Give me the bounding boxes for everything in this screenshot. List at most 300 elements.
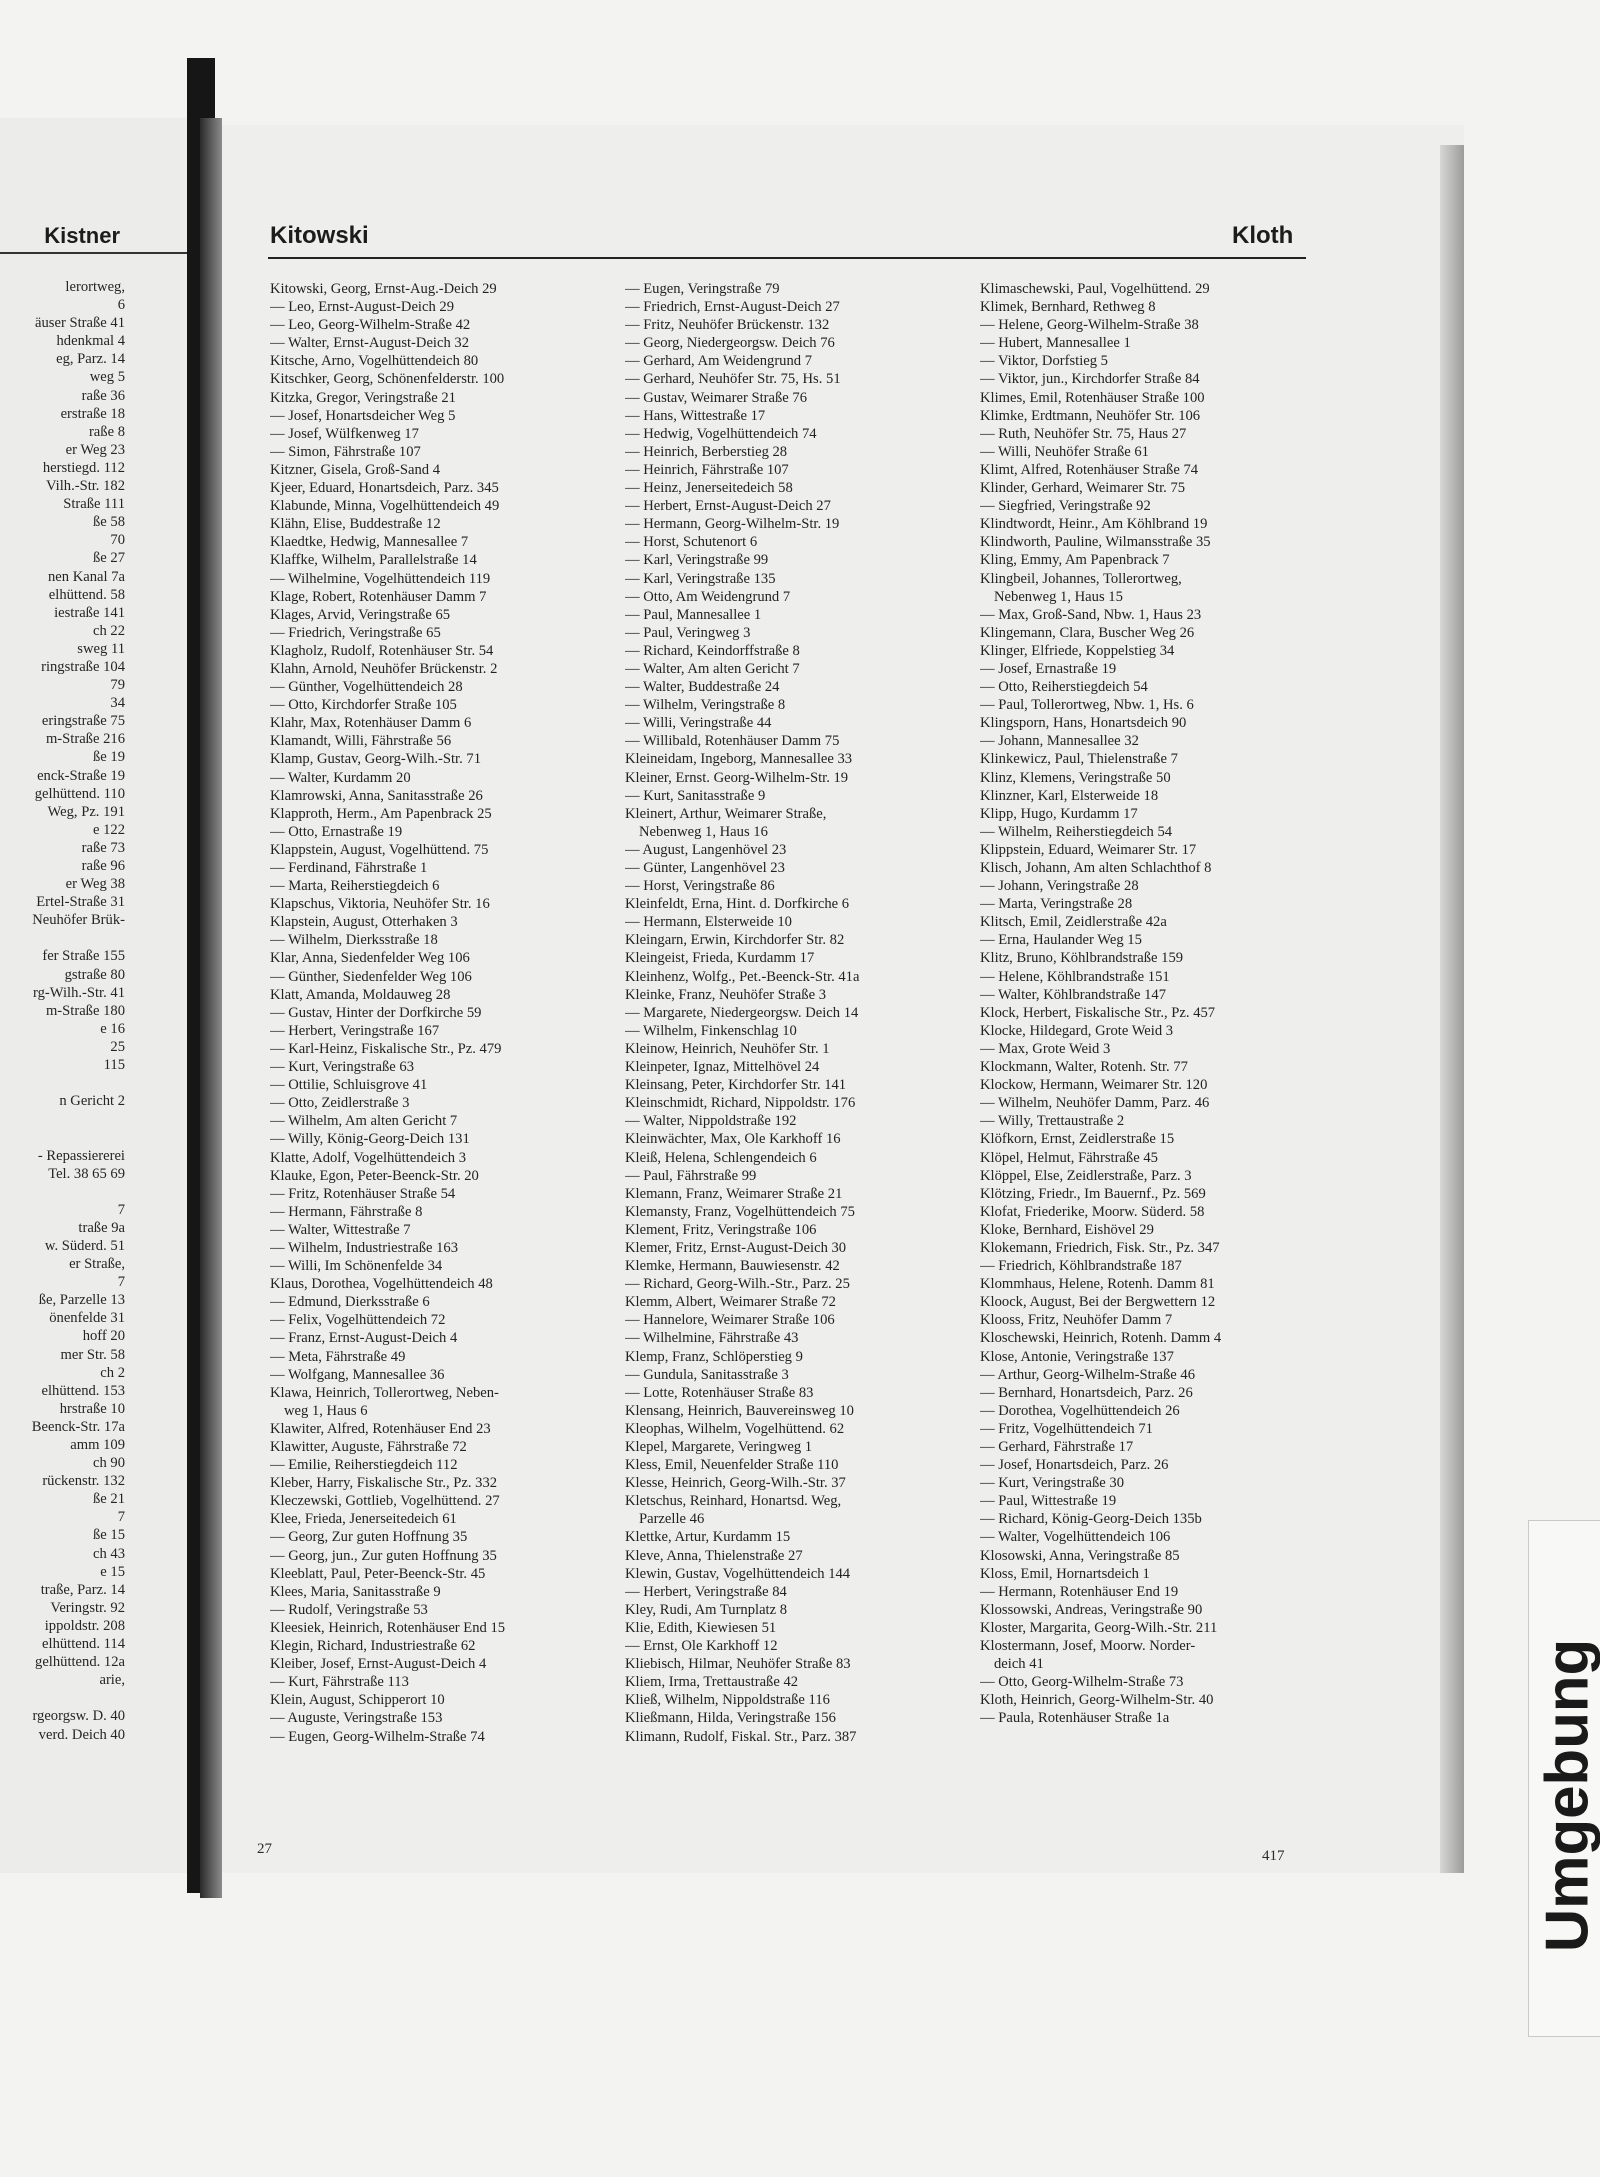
fragment-line: 79 — [110, 677, 125, 694]
fragment-line — [0, 1074, 125, 1092]
directory-entry: Klesse, Heinrich, Georg-Wilh.-Str. 37 — [625, 1475, 846, 1492]
directory-entry: Klinkewicz, Paul, Thielenstraße 7 — [980, 751, 1178, 768]
directory-entry: Klie, Edith, Kiewiesen 51 — [625, 1619, 777, 1636]
directory-entry: Kleiß, Helena, Schlengendeich 6 — [625, 1149, 817, 1166]
fragment-line: raße 73 — [81, 839, 125, 856]
directory-entry: — Kurt, Fährstraße 113 — [270, 1674, 409, 1691]
directory-entry: — Fritz, Rotenhäuser Straße 54 — [270, 1185, 456, 1202]
directory-entry: Klossowski, Andreas, Veringstraße 90 — [980, 1601, 1203, 1618]
directory-entry: Klemann, Franz, Weimarer Straße 21 — [625, 1185, 843, 1202]
fragment-line: 7 — [117, 1509, 125, 1526]
directory-entry: — Ottilie, Schluisgrove 41 — [270, 1077, 428, 1094]
fragment-line: raße 36 — [81, 387, 125, 404]
directory-entry: Klokemann, Friedrich, Fisk. Str., Pz. 347 — [980, 1239, 1220, 1256]
fragment-line: amm 109 — [70, 1437, 125, 1453]
directory-entry: — Heinrich, Fährstraße 107 — [625, 461, 789, 478]
fragment-line: gelhüttend. 12a — [35, 1654, 125, 1671]
directory-entry: Klipp, Hugo, Kurdamm 17 — [980, 805, 1138, 822]
directory-entry: — Josef, Wülfkenweg 17 — [270, 425, 419, 442]
fragment-line: e 16 — [100, 1020, 125, 1037]
directory-entry: — Felix, Vogelhüttendeich 72 — [270, 1312, 446, 1329]
directory-entry: — Walter, Köhlbrandstraße 147 — [980, 986, 1167, 1003]
fragment-line: Neuhöfer Brük- — [32, 912, 125, 929]
directory-entry: Klaus, Dorothea, Vogelhüttendeich 48 — [270, 1276, 493, 1293]
directory-entry: Kleeblatt, Paul, Peter-Beenck-Str. 45 — [270, 1565, 486, 1582]
directory-entry: Kleinow, Heinrich, Neuhöfer Str. 1 — [625, 1040, 830, 1057]
directory-entry: Klommhaus, Helene, Rotenh. Damm 81 — [980, 1276, 1215, 1293]
fragment-line: ch 90 — [92, 1455, 125, 1472]
directory-entry: Klees, Maria, Sanitasstraße 9 — [270, 1583, 441, 1600]
fragment-line: önenfelde 31 — [49, 1310, 125, 1327]
fragment-line: Tel. 38 65 69 — [48, 1165, 125, 1182]
directory-entry: — Paul, Veringweg 3 — [625, 624, 751, 641]
header-rule — [268, 257, 1306, 259]
directory-entry: — Erna, Haulander Weg 15 — [980, 932, 1142, 949]
fragment-line: elhüttend. 114 — [42, 1636, 125, 1653]
directory-entry: — Josef, Ernastraße 19 — [980, 660, 1117, 677]
directory-entry: — Herbert, Veringstraße 84 — [625, 1583, 787, 1600]
directory-entry: Klimke, Erdtmann, Neuhöfer Str. 106 — [980, 407, 1201, 424]
directory-entry: Klaedtke, Hedwig, Mannesallee 7 — [270, 534, 469, 551]
directory-entry: — Otto, Georg-Wilhelm-Straße 73 — [980, 1674, 1184, 1691]
directory-entry: — Marta, Veringstraße 28 — [980, 896, 1133, 913]
directory-entry: Klamandt, Willi, Fährstraße 56 — [270, 733, 452, 750]
directory-entry: Klooss, Fritz, Neuhöfer Damm 7 — [980, 1312, 1173, 1329]
directory-entry: — Günther, Vogelhüttendeich 28 — [270, 679, 463, 696]
directory-entry: — Heinz, Jenerseitedeich 58 — [625, 480, 793, 497]
fragment-line: rgeorgsw. D. 40 — [32, 1708, 125, 1725]
directory-entry: — Johann, Veringstraße 28 — [980, 878, 1139, 895]
page-edge — [1440, 145, 1464, 1873]
directory-entry: — Herbert, Veringstraße 167 — [270, 1022, 440, 1039]
directory-entry: Kitzner, Gisela, Groß-Sand 4 — [270, 461, 441, 478]
fragment-line: rückenstr. 132 — [42, 1473, 125, 1490]
directory-entry: — Edmund, Dierksstraße 6 — [270, 1294, 430, 1311]
directory-entry: — Wilhelm, Dierksstraße 18 — [270, 932, 438, 949]
directory-entry: Kloster, Margarita, Georg-Wilh.-Str. 211 — [980, 1619, 1218, 1636]
directory-entry: — Hannelore, Weimarer Straße 106 — [625, 1312, 835, 1329]
directory-entry: Nebenweg 1, Haus 16 — [639, 823, 768, 840]
directory-entry: Kloss, Emil, Hornartsdeich 1 — [980, 1565, 1150, 1582]
fragment-line: ringstraße 104 — [41, 658, 125, 675]
fragment-line: verd. Deich 40 — [38, 1726, 125, 1743]
directory-entry: Klappstein, August, Vogelhüttend. 75 — [270, 841, 489, 858]
directory-entry: Klimek, Bernhard, Rethweg 8 — [980, 299, 1156, 316]
directory-entry: Klöfkorn, Ernst, Zeidlerstraße 15 — [980, 1131, 1175, 1148]
directory-entry: — Josef, Honartsdeicher Weg 5 — [270, 407, 456, 424]
directory-entry: Klötzing, Friedr., Im Bauernf., Pz. 569 — [980, 1185, 1206, 1202]
directory-entry: — Hans, Wittestraße 17 — [625, 407, 766, 424]
directory-entry: Klöpel, Helmut, Fährstraße 45 — [980, 1149, 1158, 1166]
directory-entry: — Paul, Tollerortweg, Nbw. 1, Hs. 6 — [980, 697, 1194, 714]
previous-page-text — [0, 278, 125, 1744]
directory-entry: Kließ, Wilhelm, Nippoldstraße 116 — [625, 1692, 830, 1709]
directory-entry: — Arthur, Georg-Wilhelm-Straße 46 — [980, 1366, 1195, 1383]
directory-entry: Kleingarn, Erwin, Kirchdorfer Str. 82 — [625, 932, 845, 949]
directory-entry: Klawitter, Auguste, Fährstraße 72 — [270, 1439, 467, 1455]
directory-entry: — Ruth, Neuhöfer Str. 75, Haus 27 — [980, 425, 1187, 442]
directory-entry: Klein, August, Schipperort 10 — [270, 1692, 445, 1709]
fragment-line: 115 — [103, 1057, 125, 1074]
fragment-line — [0, 1128, 125, 1146]
directory-entry: — Georg, Niedergeorgsw. Deich 76 — [625, 335, 835, 352]
directory-column-3 — [980, 280, 1325, 1728]
fragment-line: ch 2 — [100, 1364, 125, 1381]
directory-entry: Klensang, Heinrich, Bauvereinsweg 10 — [625, 1402, 854, 1419]
directory-entry: — Kurt, Sanitasstraße 9 — [625, 787, 766, 804]
directory-entry: Klostermann, Josef, Moorw. Norder- — [980, 1638, 1196, 1655]
fragment-line: elhüttend. 58 — [48, 586, 125, 603]
fragment-line: gelhüttend. 110 — [34, 785, 125, 802]
fragment-line: ch 22 — [92, 622, 125, 639]
fragment-line: eringstraße 75 — [41, 713, 125, 730]
directory-entry: Kleophas, Wilhelm, Vogelhüttend. 62 — [625, 1420, 845, 1437]
directory-entry: Klingemann, Clara, Buscher Weg 26 — [980, 624, 1195, 641]
fragment-line: er Straße, — [69, 1256, 125, 1273]
fragment-line: Ertel-Straße 31 — [36, 894, 125, 911]
directory-entry: Klabunde, Minna, Vogelhüttendeich 49 — [270, 498, 500, 515]
fragment-line: sweg 11 — [77, 640, 125, 657]
directory-entry: weg 1, Haus 6 — [284, 1402, 368, 1419]
directory-entry: Kleinert, Arthur, Weimarer Straße, — [625, 805, 827, 822]
directory-entry: Kloschewski, Heinrich, Rotenh. Damm 4 — [980, 1330, 1222, 1347]
fragment-line: e 122 — [92, 821, 125, 838]
fragment-line: fer Straße 155 — [42, 948, 125, 965]
directory-entry: — Simon, Fährstraße 107 — [270, 443, 421, 460]
fragment-line: Weg, Pz. 191 — [47, 803, 125, 820]
directory-entry: — Hermann, Georg-Wilhelm-Str. 19 — [625, 516, 840, 533]
directory-entry: deich 41 — [994, 1656, 1044, 1673]
directory-entry: Klatte, Adolf, Vogelhüttendeich 3 — [270, 1149, 467, 1166]
directory-entry: Kleinfeldt, Erna, Hint. d. Dorfkirche 6 — [625, 896, 850, 913]
directory-entry: — Karl, Veringstraße 135 — [625, 570, 776, 587]
directory-entry: Parzelle 46 — [639, 1511, 705, 1528]
directory-entry: Klee, Frieda, Jenerseitedeich 61 — [270, 1511, 457, 1528]
directory-entry: Klockow, Hermann, Weimarer Str. 120 — [980, 1077, 1208, 1094]
fragment-line: m-Straße 180 — [45, 1002, 125, 1019]
side-tab-label: Umgebung — [1533, 1638, 1600, 1953]
directory-entry: — Walter, Am alten Gericht 7 — [625, 660, 800, 677]
fragment-line: e 15 — [100, 1563, 125, 1580]
directory-entry: — Gerhard, Neuhöfer Str. 75, Hs. 51 — [625, 371, 841, 388]
fragment-line: 6 — [117, 297, 125, 314]
fragment-line: ße 21 — [92, 1491, 125, 1508]
directory-entry: Nebenweg 1, Haus 15 — [994, 588, 1123, 605]
directory-entry: — Friedrich, Köhlbrandstraße 187 — [980, 1258, 1182, 1275]
directory-entry: — Wilhelmine, Fährstraße 43 — [625, 1330, 799, 1347]
fragment-line: raße 96 — [81, 858, 125, 874]
previous-page-rule — [0, 252, 190, 254]
directory-entry: Klages, Arvid, Veringstraße 65 — [270, 606, 451, 623]
directory-entry: — Wilhelm, Veringstraße 8 — [625, 697, 786, 714]
fragment-line — [0, 1110, 125, 1128]
directory-entry: — Ferdinand, Fährstraße 1 — [270, 860, 428, 876]
directory-entry: Klingbeil, Johannes, Tollerortweg, — [980, 570, 1182, 587]
directory-entry: Klinz, Klemens, Veringstraße 50 — [980, 769, 1171, 786]
directory-entry: Klaffke, Wilhelm, Parallelstraße 14 — [270, 552, 477, 569]
directory-entry: — Willi, Im Schönenfelde 34 — [270, 1258, 443, 1275]
directory-entry: — Franz, Ernst-August-Deich 4 — [270, 1330, 458, 1347]
directory-column-1 — [270, 280, 615, 1746]
directory-entry: — Willy, König-Georg-Deich 131 — [270, 1131, 470, 1148]
directory-entry: — Viktor, jun., Kirchdorfer Straße 84 — [980, 371, 1200, 388]
directory-entry: Klahr, Max, Rotenhäuser Damm 6 — [270, 715, 472, 732]
directory-entry: — Paula, Rotenhäuser Straße 1a — [980, 1710, 1170, 1727]
directory-entry: — Wolfgang, Mannesallee 36 — [270, 1366, 445, 1383]
directory-entry: Klose, Antonie, Veringstraße 137 — [980, 1348, 1174, 1365]
directory-entry: — Siegfried, Veringstraße 92 — [980, 498, 1151, 515]
directory-entry: — Fritz, Vogelhüttendeich 71 — [980, 1420, 1153, 1437]
directory-entry: — Karl, Veringstraße 99 — [625, 552, 769, 569]
directory-entry: Kleinschmidt, Richard, Nippoldstr. 176 — [625, 1095, 856, 1112]
fragment-line: 7 — [117, 1274, 125, 1291]
directory-entry: Klawiter, Alfred, Rotenhäuser End 23 — [270, 1420, 491, 1437]
directory-entry: — Gustav, Hinter der Dorfkirche 59 — [270, 1004, 482, 1021]
directory-entry: — Leo, Georg-Wilhelm-Straße 42 — [270, 317, 471, 334]
directory-entry: — Paul, Fährstraße 99 — [625, 1167, 757, 1184]
directory-entry: — Richard, Georg-Wilh.-Str., Parz. 25 — [625, 1276, 850, 1293]
directory-entry: Kleesiek, Heinrich, Rotenhäuser End 15 — [270, 1619, 506, 1636]
directory-entry: Klapstein, August, Otterhaken 3 — [270, 914, 458, 931]
directory-column-2 — [625, 280, 970, 1746]
directory-entry: Kloke, Bernhard, Eishövel 29 — [980, 1221, 1154, 1238]
fragment-line: lerortweg, — [65, 279, 125, 295]
directory-entry: — Friedrich, Ernst-August-Deich 27 — [625, 299, 840, 316]
fragment-line: traße 9a — [78, 1219, 125, 1236]
directory-entry: Klemer, Fritz, Ernst-August-Deich 30 — [625, 1239, 847, 1256]
directory-entry: Klemke, Hermann, Bauwiesenstr. 42 — [625, 1258, 840, 1275]
directory-entry: Kleiber, Josef, Ernst-August-Deich 4 — [270, 1656, 487, 1673]
directory-entry: — Hedwig, Vogelhüttendeich 74 — [625, 425, 817, 442]
directory-entry: Klindtwordt, Heinr., Am Köhlbrand 19 — [980, 516, 1208, 533]
directory-entry: Klähn, Elise, Buddestraße 12 — [270, 516, 441, 533]
directory-entry: — Helene, Georg-Wilhelm-Straße 38 — [980, 317, 1199, 334]
fragment-line: 70 — [110, 532, 125, 549]
directory-entry: — Otto, Kirchdorfer Straße 105 — [270, 697, 457, 714]
fragment-line: ße 27 — [92, 550, 125, 567]
directory-entry: Kitschker, Georg, Schönenfelderstr. 100 — [270, 371, 505, 388]
directory-entry: — Dorothea, Vogelhüttendeich 26 — [980, 1402, 1180, 1419]
directory-entry: Kleczewski, Gottlieb, Vogelhüttend. 27 — [270, 1493, 500, 1510]
directory-entry: — Eugen, Veringstraße 79 — [625, 281, 780, 297]
directory-entry: Kleinpeter, Ignaz, Mittelhövel 24 — [625, 1059, 820, 1076]
directory-entry: — Willi, Neuhöfer Straße 61 — [980, 443, 1149, 460]
directory-entry: Klinger, Elfriede, Koppelstieg 34 — [980, 642, 1175, 659]
directory-entry: — Bernhard, Honartsdeich, Parz. 26 — [980, 1384, 1193, 1401]
directory-entry: Klimes, Emil, Rotenhäuser Straße 100 — [980, 389, 1205, 406]
fragment-line: 7 — [117, 1201, 125, 1218]
directory-entry: Klawa, Heinrich, Tollerortweg, Neben- — [270, 1384, 499, 1401]
directory-entry: Klinder, Gerhard, Weimarer Str. 75 — [980, 480, 1186, 497]
fragment-line: ße 19 — [92, 749, 125, 766]
directory-entry: Kling, Emmy, Am Papenbrack 7 — [980, 552, 1170, 569]
side-tab — [1528, 1520, 1600, 2037]
directory-entry: — Otto, Reiherstiegdeich 54 — [980, 679, 1148, 696]
fragment-line: ch 43 — [92, 1545, 125, 1562]
directory-entry: Klimt, Alfred, Rotenhäuser Straße 74 — [980, 461, 1199, 478]
fragment-line: Beenck-Str. 17a — [31, 1418, 125, 1435]
fragment-line: gstraße 80 — [64, 966, 125, 983]
fragment-line: er Weg 23 — [65, 441, 125, 458]
fragment-line: Straße 111 — [63, 496, 125, 513]
directory-entry: Klar, Anna, Siedenfelder Weg 106 — [270, 950, 470, 967]
directory-entry: Klahn, Arnold, Neuhöfer Brückenstr. 2 — [270, 660, 498, 677]
fragment-line: traße, Parz. 14 — [40, 1581, 125, 1598]
directory-entry: — Heinrich, Berberstieg 28 — [625, 443, 788, 460]
directory-entry: — Willi, Veringstraße 44 — [625, 715, 772, 732]
directory-entry: — Wilhelm, Finkenschlag 10 — [625, 1022, 797, 1039]
directory-entry: — Günter, Langenhövel 23 — [625, 860, 785, 876]
directory-entry: — Gerhard, Fährstraße 17 — [980, 1439, 1134, 1455]
directory-entry: Kleinsang, Peter, Kirchdorfer Str. 141 — [625, 1077, 847, 1094]
directory-entry: — Hermann, Fährstraße 8 — [270, 1203, 423, 1220]
directory-entry: — Wilhelm, Am alten Gericht 7 — [270, 1113, 458, 1130]
fragment-line: 34 — [110, 695, 125, 712]
directory-entry: — Walter, Kurdamm 20 — [270, 769, 411, 786]
directory-entry: — Georg, jun., Zur guten Hoffnung 35 — [270, 1547, 497, 1564]
directory-entry: — Ernst, Ole Karkhoff 12 — [625, 1638, 778, 1655]
directory-entry: Klagholz, Rudolf, Rotenhäuser Str. 54 — [270, 642, 494, 659]
directory-entry: — Emilie, Reiherstiegdeich 112 — [270, 1457, 458, 1474]
directory-entry: Klapschus, Viktoria, Neuhöfer Str. 16 — [270, 896, 490, 913]
directory-entry: — Horst, Schutenort 6 — [625, 534, 758, 551]
directory-entry: Klemm, Albert, Weimarer Straße 72 — [625, 1294, 836, 1311]
fragment-line: iestraße 141 — [54, 604, 125, 621]
directory-entry: Klapproth, Herm., Am Papenbrack 25 — [270, 805, 492, 822]
directory-entry: — Horst, Veringstraße 86 — [625, 878, 775, 895]
directory-entry: Kleineidam, Ingeborg, Mannesallee 33 — [625, 751, 853, 768]
page-header-right: Kloth — [1232, 222, 1294, 249]
directory-entry: — Walter, Ernst-August-Deich 32 — [270, 335, 469, 352]
directory-entry: Klisch, Johann, Am alten Schlachthof 8 — [980, 860, 1212, 876]
directory-entry: Klettke, Artur, Kurdamm 15 — [625, 1529, 791, 1546]
directory-entry: Kliem, Irma, Trettaustraße 42 — [625, 1674, 799, 1691]
directory-entry: — Georg, Zur guten Hoffnung 35 — [270, 1529, 468, 1546]
fragment-line — [0, 929, 125, 947]
directory-entry: — Marta, Reiherstiegdeich 6 — [270, 878, 440, 895]
directory-entry: Klimaschewski, Paul, Vogelhüttend. 29 — [980, 281, 1210, 297]
directory-entry: — Paul, Wittestraße 19 — [980, 1493, 1117, 1510]
fragment-line: n Gericht 2 — [59, 1093, 125, 1110]
directory-entry: — Walter, Nippoldstraße 192 — [625, 1113, 797, 1130]
directory-entry: — Wilhelm, Industriestraße 163 — [270, 1239, 459, 1256]
fragment-line: - Repassiererei — [37, 1147, 125, 1164]
directory-entry: Kleinwächter, Max, Ole Karkhoff 16 — [625, 1131, 841, 1148]
directory-entry: Kleinke, Franz, Neuhöfer Straße 3 — [625, 986, 826, 1003]
directory-entry: — Hermann, Elsterweide 10 — [625, 914, 792, 931]
directory-entry: Kitowski, Georg, Ernst-Aug.-Deich 29 — [270, 281, 497, 297]
directory-entry: — Wilhelmine, Vogelhüttendeich 119 — [270, 570, 491, 587]
fragment-line: ße, Parzelle 13 — [38, 1292, 125, 1309]
directory-entry: — Gerhard, Am Weidengrund 7 — [625, 353, 813, 370]
directory-entry: — August, Langenhövel 23 — [625, 841, 787, 858]
fragment-line: eg, Parz. 14 — [56, 351, 125, 368]
directory-entry: — Gustav, Weimarer Straße 76 — [625, 389, 808, 406]
directory-entry: Kley, Rudi, Am Turnplatz 8 — [625, 1601, 788, 1618]
directory-entry: — Günther, Siedenfelder Weg 106 — [270, 968, 472, 985]
previous-page — [0, 118, 190, 1873]
fragment-line: hoff 20 — [82, 1328, 125, 1345]
directory-entry: Kleingeist, Frieda, Kurdamm 17 — [625, 950, 815, 967]
directory-entry: — Max, Groß-Sand, Nbw. 1, Haus 23 — [980, 606, 1202, 623]
directory-entry: Kleinhenz, Wolfg., Pet.-Beenck-Str. 41a — [625, 968, 860, 985]
directory-entry: — Walter, Vogelhüttendeich 106 — [980, 1529, 1171, 1546]
directory-entry: — Willibald, Rotenhäuser Damm 75 — [625, 733, 840, 750]
directory-entry: Kitsche, Arno, Vogelhüttendeich 80 — [270, 353, 479, 370]
page-header-left: Kitowski — [270, 222, 369, 249]
fragment-line: weg 5 — [89, 369, 125, 386]
page-shadow — [200, 118, 222, 1898]
directory-entry: Klinzner, Karl, Elsterweide 18 — [980, 787, 1159, 804]
directory-entry: Klamrowski, Anna, Sanitasstraße 26 — [270, 787, 483, 804]
fragment-line: rg-Wilh.-Str. 41 — [33, 984, 125, 1001]
directory-entry: — Rudolf, Veringstraße 53 — [270, 1601, 428, 1618]
directory-entry: — Herbert, Ernst-August-Deich 27 — [625, 498, 831, 515]
directory-entry: — Meta, Fährstraße 49 — [270, 1348, 406, 1365]
fragment-line: erstraße 18 — [60, 405, 125, 422]
fragment-line: äuser Straße 41 — [35, 315, 125, 332]
previous-page-header: Kistner — [44, 223, 120, 248]
directory-entry: — Richard, König-Georg-Deich 135b — [980, 1511, 1202, 1528]
directory-entry: — Eugen, Georg-Wilhelm-Straße 74 — [270, 1728, 485, 1745]
directory-entry: Klegin, Richard, Industriestraße 62 — [270, 1638, 476, 1655]
directory-entry: Klippstein, Eduard, Weimarer Str. 17 — [980, 841, 1197, 858]
fragment-line — [0, 1183, 125, 1201]
directory-entry: Klement, Fritz, Veringstraße 106 — [625, 1221, 817, 1238]
directory-entry: — Hubert, Mannesallee 1 — [980, 335, 1131, 352]
fragment-line: nen Kanal 7a — [48, 568, 125, 585]
fragment-line: mer Str. 58 — [60, 1346, 125, 1363]
directory-entry: — Viktor, Dorfstieg 5 — [980, 353, 1108, 370]
directory-entry: — Paul, Mannesallee 1 — [625, 606, 762, 623]
directory-entry: Kliebisch, Hilmar, Neuhöfer Straße 83 — [625, 1656, 851, 1673]
directory-entry: Klemp, Franz, Schlöperstieg 9 — [625, 1348, 803, 1365]
directory-entry: Klamp, Gustav, Georg-Wilh.-Str. 71 — [270, 751, 481, 768]
directory-entry: — Willy, Trettaustraße 2 — [980, 1113, 1125, 1130]
directory-entry: Klingsporn, Hans, Honartsdeich 90 — [980, 715, 1187, 732]
directory-entry: — Margarete, Niedergeorgsw. Deich 14 — [625, 1004, 859, 1021]
directory-entry: — Otto, Am Weidengrund 7 — [625, 588, 791, 605]
directory-entry: — Lotte, Rotenhäuser Straße 83 — [625, 1384, 814, 1401]
directory-entry: Klemansty, Franz, Vogelhüttendeich 75 — [625, 1203, 855, 1220]
directory-entry: Kließmann, Hilda, Veringstraße 156 — [625, 1710, 836, 1727]
directory-entry: Klockmann, Walter, Rotenh. Str. 77 — [980, 1059, 1188, 1076]
directory-entry: — Friedrich, Veringstraße 65 — [270, 624, 441, 641]
directory-entry: Kleber, Harry, Fiskalische Str., Pz. 332 — [270, 1475, 498, 1492]
directory-entry: Kleiner, Ernst. Georg-Wilhelm-Str. 19 — [625, 769, 849, 786]
directory-entry: — Richard, Keindorffstraße 8 — [625, 642, 800, 659]
directory-entry: Kloock, August, Bei der Bergwettern 12 — [980, 1294, 1216, 1311]
directory-entry: Klocke, Hildegard, Grote Weid 3 — [980, 1022, 1174, 1039]
page-number-right: 417 — [1262, 1848, 1285, 1864]
fragment-line: m-Straße 216 — [45, 731, 125, 748]
fragment-line: raße 8 — [88, 423, 125, 440]
directory-entry: Klewin, Gustav, Vogelhüttendeich 144 — [625, 1565, 851, 1582]
directory-entry: — Walter, Buddestraße 24 — [625, 679, 780, 696]
directory-entry: — Otto, Ernastraße 19 — [270, 823, 403, 840]
fragment-line: enck-Straße 19 — [37, 767, 125, 784]
fragment-line: ße 58 — [92, 514, 125, 531]
directory-entry: Klöppel, Else, Zeidlerstraße, Parz. 3 — [980, 1167, 1192, 1184]
directory-entry: Klauke, Egon, Peter-Beenck-Str. 20 — [270, 1167, 479, 1184]
fragment-line: herstiegd. 112 — [42, 459, 125, 476]
directory-entry: Kloth, Heinrich, Georg-Wilhelm-Str. 40 — [980, 1692, 1214, 1709]
directory-entry: Kless, Emil, Neuenfelder Straße 110 — [625, 1457, 839, 1474]
fragment-line: Veringstr. 92 — [50, 1599, 125, 1616]
directory-entry: Kjeer, Eduard, Honartsdeich, Parz. 345 — [270, 480, 499, 497]
directory-entry: Klofat, Friederike, Moorw. Süderd. 58 — [980, 1203, 1205, 1220]
directory-entry: Klepel, Margarete, Veringweg 1 — [625, 1439, 813, 1455]
